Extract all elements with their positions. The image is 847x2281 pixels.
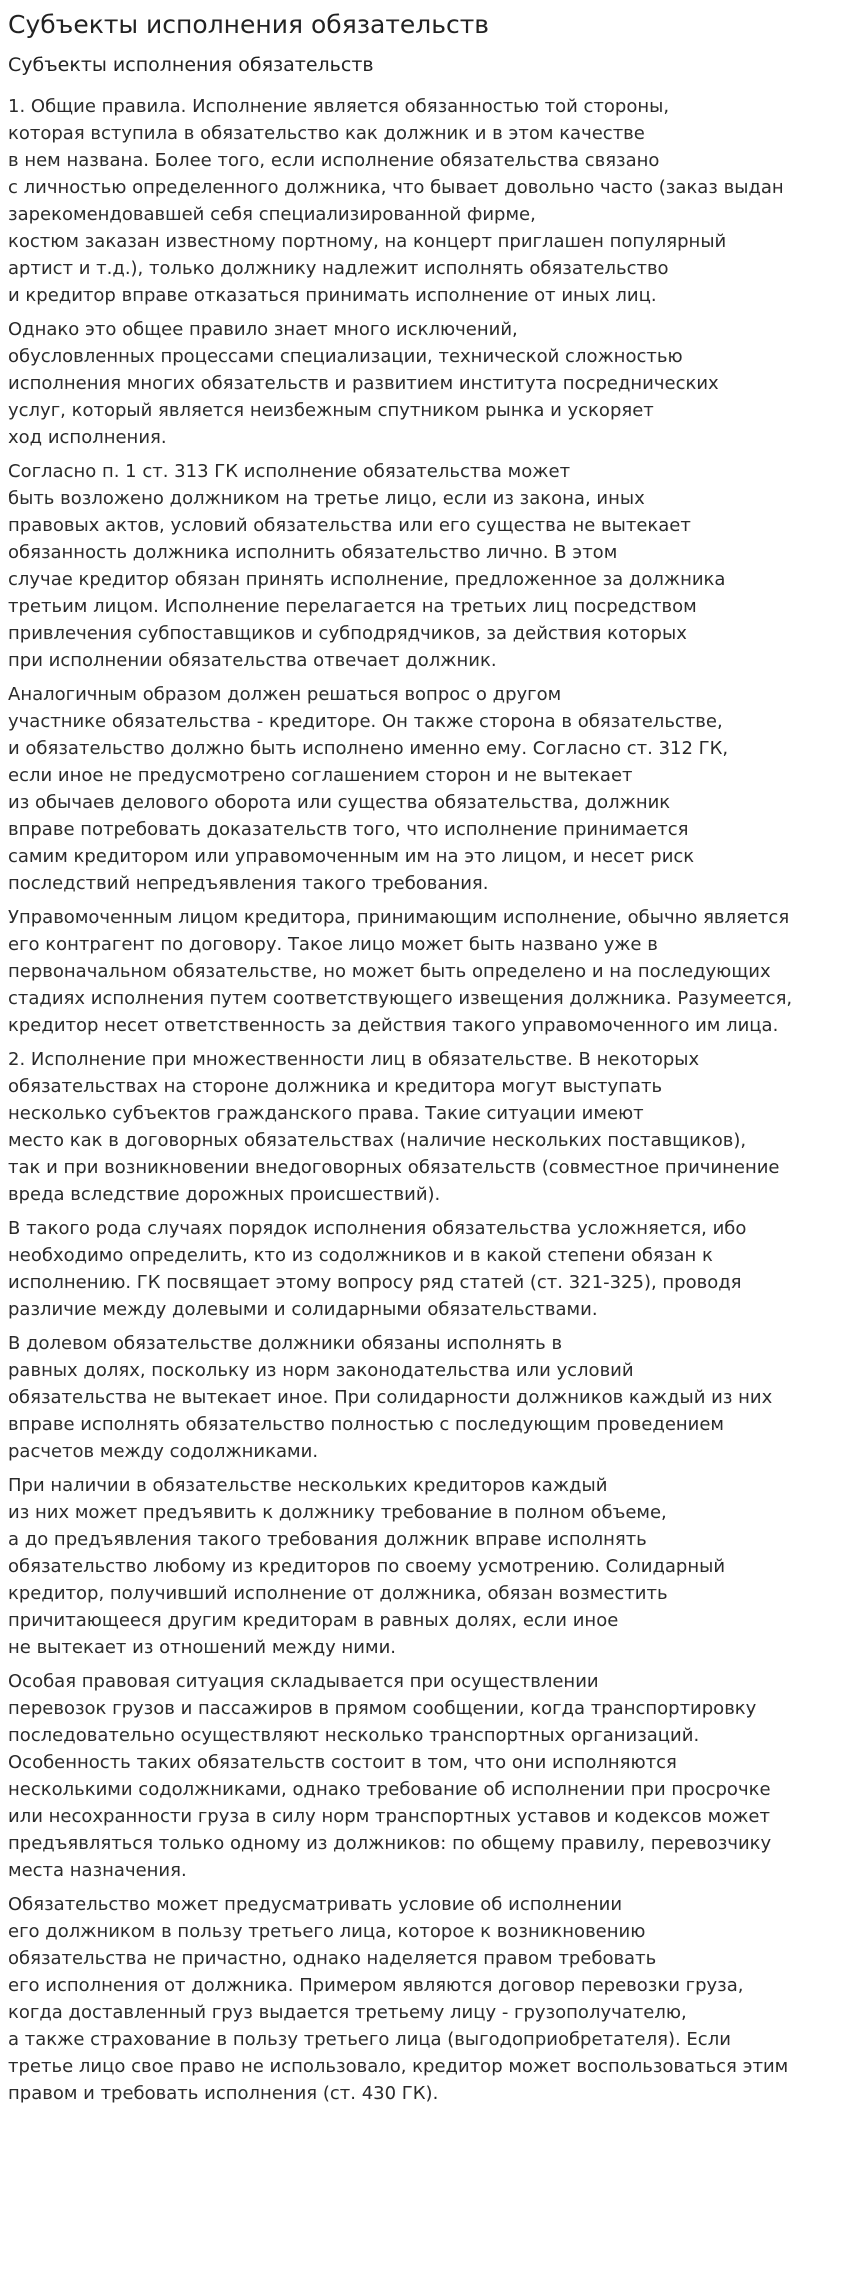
paragraph-line: из них может предъявить к должнику требование в полном объеме,	[8, 1502, 667, 1523]
paragraph-line: третье лицо свое право не использовало, кредитор может воспользоваться этим	[8, 2056, 789, 2077]
paragraph-line: обязательства не вытекает иное. При солидарности должников каждый из них	[8, 1387, 773, 1408]
paragraph-line: несколькими содолжниками, однако требование об исполнении при просрочке	[8, 1779, 771, 1800]
paragraph-line: а до предъявления такого требования должник вправе исполнять	[8, 1529, 647, 1550]
paragraph-line: с личностью определенного должника, что бывает довольно часто (заказ выдан	[8, 177, 784, 198]
paragraph-line: зарекомендовавшей себя специализированной фирме,	[8, 204, 536, 225]
paragraph	[8, 1330, 839, 1465]
paragraph-line: при исполнении обязательства отвечает должник.	[8, 650, 497, 671]
page-title: Субъекты исполнения обязательств	[8, 10, 490, 39]
paragraph-line: вправе исполнять обязательство полностью с последующим проведением	[8, 1414, 725, 1435]
section-subtitle: Субъекты исполнения обязательств	[8, 54, 374, 76]
paragraph-line: если иное не предусмотрено соглашением сторон и не вытекает	[8, 765, 633, 786]
paragraph	[8, 681, 839, 897]
paragraph-line: исполнения многих обязательств и развитием института посреднических	[8, 373, 719, 394]
paragraph-line: обусловленных процессами специализации, технической сложностью	[8, 346, 683, 367]
paragraph-line: его контрагент по договору. Такое лицо может быть названо уже в	[8, 934, 658, 955]
paragraph-line: кредитор несет ответственность за действия такого управомоченного им лица.	[8, 1015, 779, 1036]
paragraph-line: и кредитор вправе отказаться принимать исполнение от иных лиц.	[8, 285, 657, 306]
paragraph-line: несколько субъектов гражданского права. Такие ситуации имеют	[8, 1103, 644, 1124]
paragraph-line: услуг, который является неизбежным спутником рынка и ускоряет	[8, 400, 654, 421]
paragraph-line: его должником в пользу третьего лица, которое к возникновению	[8, 1921, 646, 1942]
paragraph	[8, 1668, 839, 1884]
document-body	[8, 93, 839, 2107]
paragraph-line: стадиях исполнения путем соответствующего извещения должника. Разумеется,	[8, 988, 793, 1009]
paragraph-line: вправе потребовать доказательств того, что исполнение принимается	[8, 819, 689, 840]
paragraph	[8, 1046, 839, 1208]
paragraph	[8, 93, 839, 309]
paragraph-line: и обязательство должно быть исполнено именно ему. Согласно ст. 312 ГК,	[8, 738, 729, 759]
paragraph-line: привлечения субпоставщиков и субподрядчиков, за действия которых	[8, 623, 687, 644]
paragraph-line: расчетов между содолжниками.	[8, 1441, 319, 1462]
paragraph	[8, 1472, 839, 1661]
paragraph-line: различие между долевыми и солидарными обязательствами.	[8, 1299, 598, 1320]
paragraph-line: 2. Исполнение при множественности лиц в обязательстве. В некоторых	[8, 1049, 700, 1070]
paragraph	[8, 458, 839, 674]
paragraph-line: необходимо определить, кто из содолжников и в какой степени обязан к	[8, 1245, 713, 1266]
paragraph-line: В такого рода случаях порядок исполнения обязательства усложняется, ибо	[8, 1218, 747, 1239]
paragraph-line: случае кредитор обязан принять исполнение, предложенное за должника	[8, 569, 726, 590]
paragraph	[8, 1215, 839, 1323]
paragraph-line: когда доставленный груз выдается третьему лицу - грузополучателю,	[8, 2002, 687, 2023]
paragraph-line: третьим лицом. Исполнение перелагается на третьих лиц посредством	[8, 596, 697, 617]
document-page	[8, 0, 839, 2107]
paragraph-line: обязательство любому из кредиторов по своему усмотрению. Солидарный	[8, 1556, 726, 1577]
paragraph-line: Особенность таких обязательств состоит в том, что они исполняются	[8, 1752, 677, 1773]
paragraph-line: Особая правовая ситуация складывается при осуществлении	[8, 1671, 599, 1692]
paragraph-line: При наличии в обязательстве нескольких кредиторов каждый	[8, 1475, 608, 1496]
paragraph-line: обязанность должника исполнить обязательство лично. В этом	[8, 542, 618, 563]
paragraph-line: причитающееся другим кредиторам в равных долях, если иное	[8, 1610, 619, 1631]
paragraph-line: участнике обязательства - кредиторе. Он также сторона в обязательстве,	[8, 711, 723, 732]
paragraph-line: правом и требовать исполнения (ст. 430 ГК).	[8, 2083, 439, 2104]
paragraph-line: последовательно осуществляют несколько транспортных организаций.	[8, 1725, 700, 1746]
paragraph-line: так и при возникновении внедоговорных обязательств (совместное причинение	[8, 1157, 780, 1178]
paragraph-line: костюм заказан известному портному, на концерт приглашен популярный	[8, 231, 727, 252]
paragraph-line: перевозок грузов и пассажиров в прямом сообщении, когда транспортировку	[8, 1698, 757, 1719]
paragraph-line: или несохранности груза в силу норм транспортных уставов и кодексов может	[8, 1806, 770, 1827]
paragraph-line: предъявляться только одному из должников: по общему правилу, перевозчику	[8, 1833, 772, 1854]
paragraph-line: которая вступила в обязательство как должник и в этом качестве	[8, 123, 645, 144]
paragraph-line: Обязательство может предусматривать условие об исполнении	[8, 1894, 623, 1915]
paragraph-line: кредитор, получивший исполнение от должника, обязан возместить	[8, 1583, 668, 1604]
paragraph-line: не вытекает из отношений между ними.	[8, 1637, 396, 1658]
paragraph-line: 1. Общие правила. Исполнение является обязанностью той стороны,	[8, 96, 670, 117]
paragraph-line: место как в договорных обязательствах (наличие нескольких поставщиков),	[8, 1130, 747, 1151]
paragraph	[8, 904, 839, 1039]
paragraph-line: Аналогичным образом должен решаться вопрос о другом	[8, 684, 562, 705]
paragraph-line: места назначения.	[8, 1860, 187, 1881]
paragraph-line: В долевом обязательстве должники обязаны исполнять в	[8, 1333, 563, 1354]
paragraph-line: последствий непредъявления такого требования.	[8, 873, 489, 894]
paragraph-line: из обычаев делового оборота или существа обязательства, должник	[8, 792, 671, 813]
paragraph-line: правовых актов, условий обязательства или его существа не вытекает	[8, 515, 691, 536]
paragraph-line: равных долях, поскольку из норм законодательства или условий	[8, 1360, 634, 1381]
paragraph-line: самим кредитором или управомоченным им на это лицом, и несет риск	[8, 846, 695, 867]
paragraph-line: его исполнения от должника. Примером являются договор перевозки груза,	[8, 1975, 744, 1996]
paragraph-line: артист и т.д.), только должнику надлежит исполнять обязательство	[8, 258, 669, 279]
paragraph-line: ход исполнения.	[8, 427, 167, 448]
paragraph	[8, 1891, 839, 2107]
paragraph-line: а также страхование в пользу третьего лица (выгодоприобретателя). Если	[8, 2029, 731, 2050]
paragraph-line: первоначальном обязательстве, но может быть определено и на последующих	[8, 961, 771, 982]
paragraph-line: Однако это общее правило знает много исключений,	[8, 319, 518, 340]
paragraph-line: в нем названа. Более того, если исполнение обязательства связано	[8, 150, 660, 171]
paragraph-line: вреда вследствие дорожных происшествий).	[8, 1184, 441, 1205]
paragraph-line: Согласно п. 1 ст. 313 ГК исполнение обязательства может	[8, 461, 571, 482]
paragraph-line: быть возложено должником на третье лицо, если из закона, иных	[8, 488, 645, 509]
paragraph-line: обязательствах на стороне должника и кредитора могут выступать	[8, 1076, 663, 1097]
paragraph-line: исполнению. ГК посвящает этому вопросу ряд статей (ст. 321-325), проводя	[8, 1272, 742, 1293]
paragraph-line: обязательства не причастно, однако наделяется правом требовать	[8, 1948, 657, 1969]
paragraph-line: Управомоченным лицом кредитора, принимающим исполнение, обычно является	[8, 907, 790, 928]
paragraph	[8, 316, 839, 451]
